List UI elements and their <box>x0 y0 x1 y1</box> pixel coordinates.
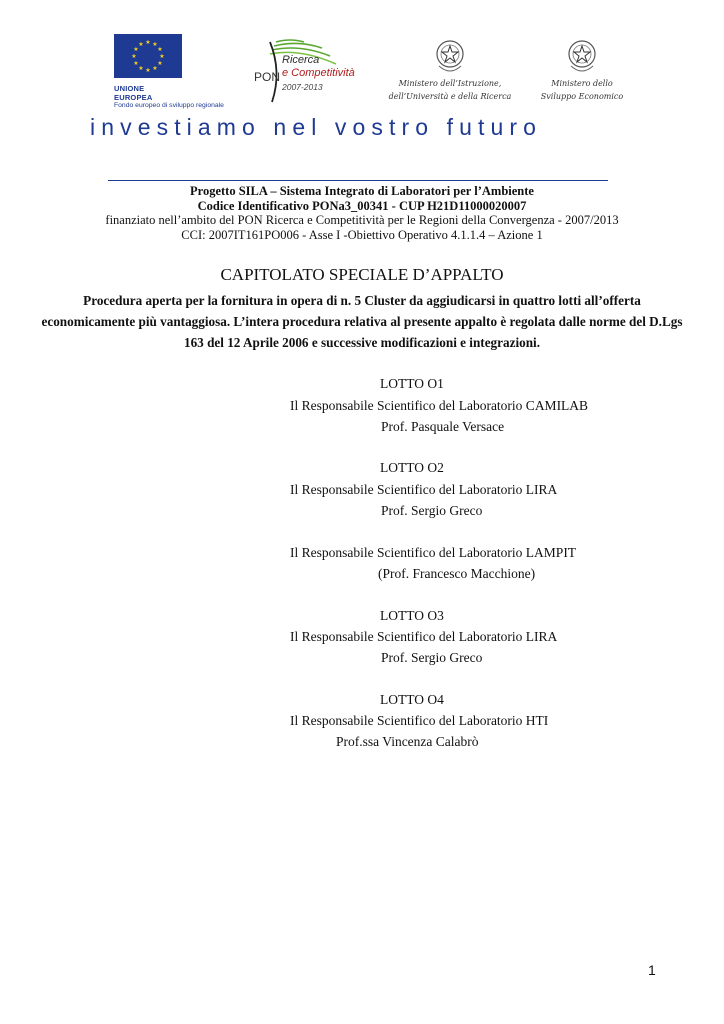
lot-2-responsible-2: Il Responsabile Scientifico del Laboratorio LAMPIT <box>290 545 577 560</box>
procedure-description: Procedura aperta per la fornitura in opera di n. 5 Cluster da aggiudicarsi in quattro lotti all’offerta economicamente più vantaggiosa. L’intera procedura relativa al presente appalto è regolata dalle norme del D.Lgs 163 del 12 Aprile 2006 e successive modificazioni e integrazioni. <box>41 293 683 350</box>
svg-text:★: ★ <box>133 46 139 53</box>
ministry-education-line2: dell’Università e della Ricerca <box>388 92 512 101</box>
svg-text:★: ★ <box>145 67 151 74</box>
svg-text:★: ★ <box>157 60 163 67</box>
lot-2-responsible: Il Responsabile Scientifico del Laboratorio LIRA <box>290 482 558 497</box>
eu-name: UNIONE EUROPEA <box>114 84 153 102</box>
header-divider <box>108 180 608 181</box>
svg-text:★: ★ <box>152 65 158 72</box>
ministry-education-logo <box>384 36 516 102</box>
lot-3-professor: Prof. Sergio Greco <box>381 650 483 665</box>
page-number: 1 <box>648 962 656 978</box>
svg-text:★: ★ <box>138 65 144 72</box>
lot-3-responsible: Il Responsabile Scientifico del Laboratorio LIRA <box>290 629 558 644</box>
svg-text:★: ★ <box>152 41 158 48</box>
ministry-education-line1: Ministero dell’Istruzione, <box>398 79 502 88</box>
svg-text:★: ★ <box>131 53 137 60</box>
lot-1-professor: Prof. Pasquale Versace <box>381 419 505 434</box>
svg-text:★: ★ <box>157 46 163 53</box>
lot-4-professor: Prof.ssa Vincenza Calabrò <box>336 734 479 749</box>
pon-years: 2007-2013 <box>282 82 323 92</box>
project-cci: CCI: 2007IT161PO006 - Asse I -Obiettivo Operativo 4.1.1.4 – Azione 1 <box>181 228 543 242</box>
lot-4-responsible: Il Responsabile Scientifico del Laboratorio HTI <box>290 713 549 728</box>
republic-emblem-icon <box>433 36 467 76</box>
ministry-development-logo <box>534 36 630 102</box>
republic-emblem-icon <box>565 36 599 76</box>
eu-logo <box>114 34 224 109</box>
lot-2-label: LOTTO O2 <box>380 460 444 475</box>
project-title: Progetto SILA – Sistema Integrato di Laboratori per l’Ambiente <box>190 184 534 198</box>
lot-2-professor-2: (Prof. Francesco Macchione) <box>378 566 536 581</box>
project-funding: finanziato nell’ambito del PON Ricerca e Competitività per le Regioni della Convergenza - 2007/2013 <box>105 213 619 227</box>
pon-logo <box>236 36 355 106</box>
svg-text:★: ★ <box>138 41 144 48</box>
lot-1-label: LOTTO O1 <box>380 376 444 391</box>
eu-fund: Fondo europeo di sviluppo regionale <box>114 102 224 109</box>
ministry-development-line2: Sviluppo Economico <box>540 92 624 101</box>
ministry-development-line1: Ministero dello <box>551 79 613 88</box>
svg-text:★: ★ <box>159 53 165 60</box>
svg-text:★: ★ <box>145 39 151 46</box>
lot-3-label: LOTTO O3 <box>380 608 444 623</box>
project-code: Codice Identificativo PONa3_00341 - CUP H21D11000020007 <box>197 199 527 213</box>
pon-word: PON <box>254 70 281 84</box>
eu-flag-icon <box>114 34 182 78</box>
pon-ricerca: Ricerca <box>282 54 320 66</box>
lot-4-label: LOTTO O4 <box>380 692 444 707</box>
lot-2-professor: Prof. Sergio Greco <box>381 503 483 518</box>
lot-1-responsible: Il Responsabile Scientifico del Laboratorio CAMILAB <box>290 398 589 413</box>
pon-competitivita: e Competitività <box>282 67 355 79</box>
svg-text:★: ★ <box>133 60 139 67</box>
slogan: investiamo nel vostro futuro <box>90 114 543 140</box>
document-title: CAPITOLATO SPECIALE D’APPALTO <box>220 265 504 284</box>
